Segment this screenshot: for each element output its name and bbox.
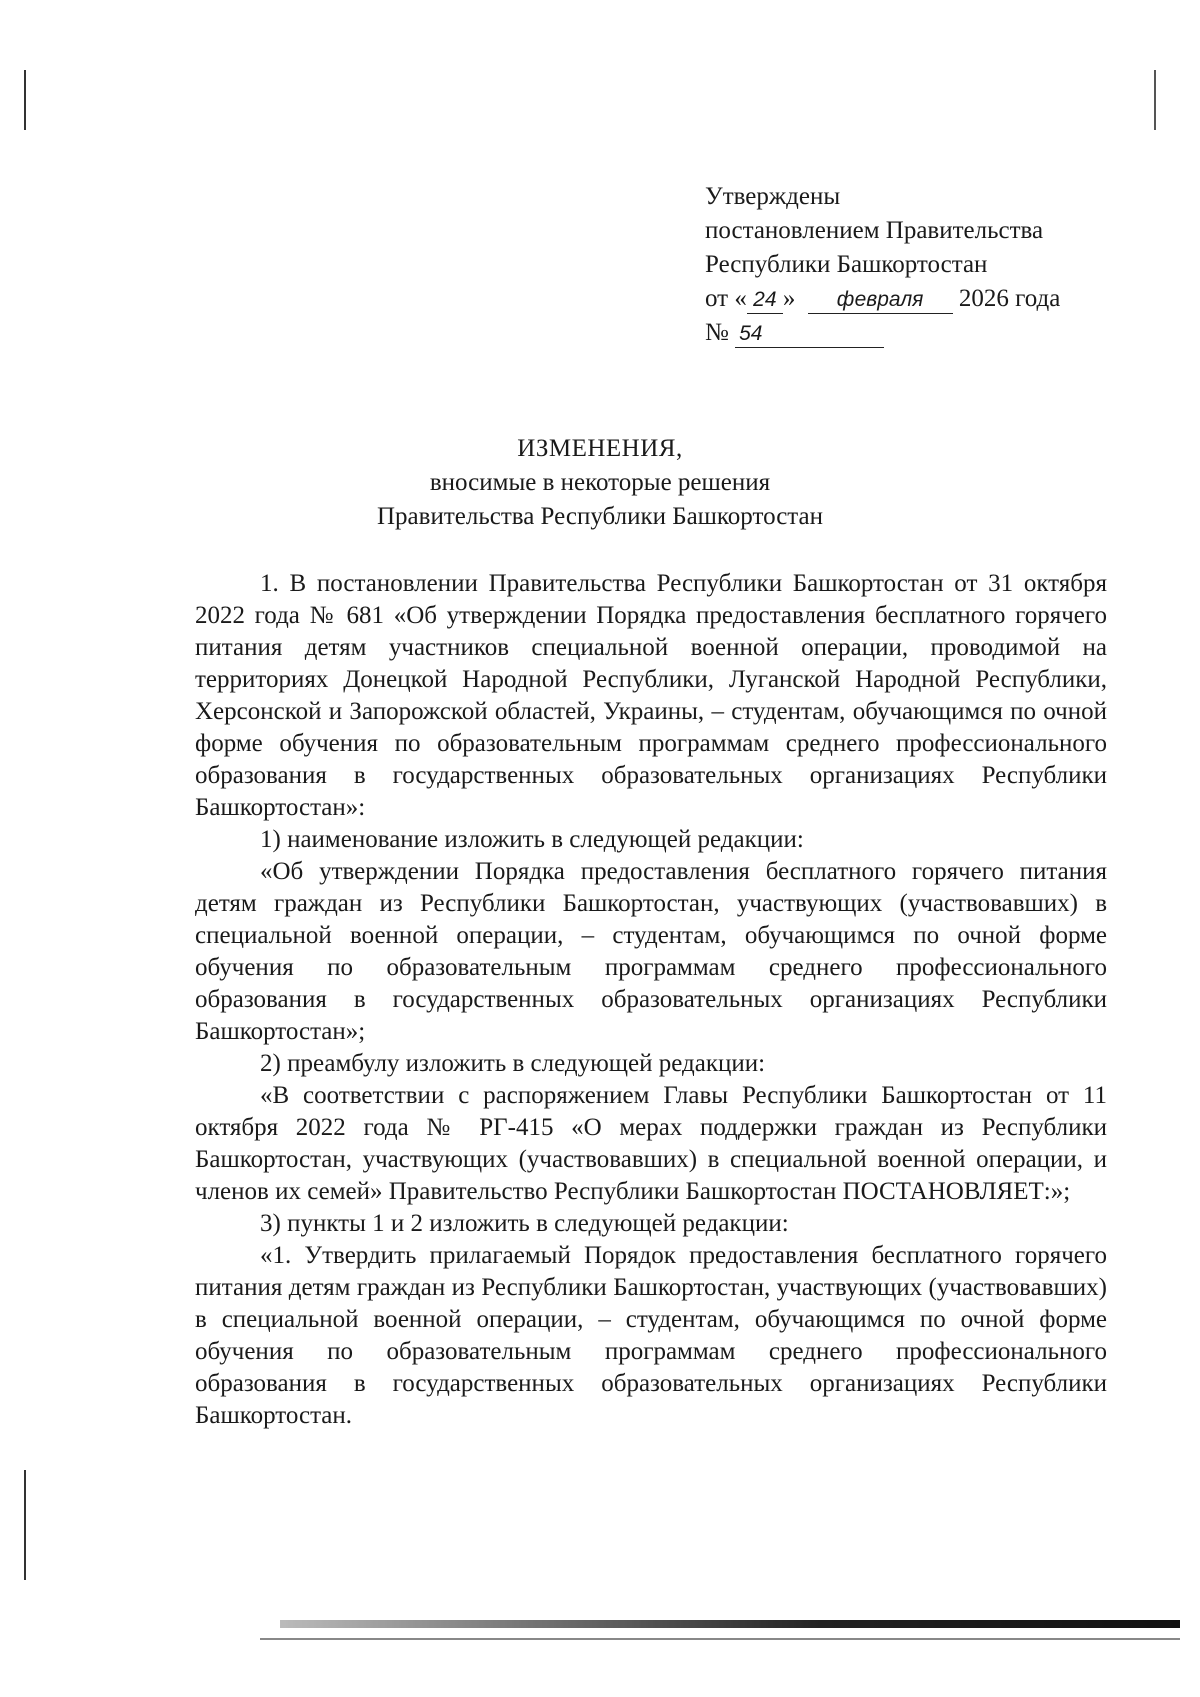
- paragraph: 1) наименование изложить в следующей редакции:: [260, 826, 804, 853]
- title-sub-2: Правительства Республики Башкортостан: [376, 503, 823, 530]
- date-year: 2026 года: [958, 285, 1061, 312]
- paragraph: 1. В постановлении Правительства Республики Башкортостан от 31 октября 2022 года № 681 «Об утверждении Порядка предоставления бесплатного горячего питания детям участников специальной военной операции, проводимой на территориях Донецкой Народной Республики, Луганской Народной Республики, Херсонской и Запорожской областей, Украины, – студентам, обучающимся по очной форме обучения по образовательным программам среднего профессионального образования в государственных образовательных организациях Республики Башкортостан»:: [195, 570, 1107, 821]
- approval-line-1: Утверждены: [705, 183, 841, 210]
- scan-edge-left-top: [24, 70, 26, 130]
- approval-block: [705, 180, 1165, 350]
- paragraph: «Об утверждении Порядка предоставления бесплатного горячего питания детям граждан из Республики Башкортостан, участвующих (участвовавших) в специальной военной операции, – студентам, обучающимся по очной форме обучения по образовательным программам среднего профессионального образования в государственных образовательных организациях Республики Башкортостан»;: [195, 858, 1107, 1045]
- paragraph: «1. Утвердить прилагаемый Порядок предоставления бесплатного горячего питания детям граждан из Республики Башкортостан, участвующих (участвовавших) в специальной военной операции, – студентам, обучающимся по очной форме обучения по образовательным программам среднего профессионального образования в государственных образовательных организациях Республики Башкортостан.: [195, 1242, 1107, 1429]
- approval-line-3: Республики Башкортостан: [705, 251, 988, 278]
- paragraph: «В соответствии с распоряжением Главы Республики Башкортостан от 11 октября 2022 года № РГ-415 «О мерах поддержки граждан из Республики Башкортостан, участвующих (участвовавших) в специальной военной операции, и членов их семей» Правительство Республики Башкортостан ПОСТАНОВЛЯЕТ:»;: [195, 1082, 1107, 1205]
- approval-date: [705, 282, 1165, 316]
- paragraph: 2) преамбулу изложить в следующей редакции:: [260, 1050, 766, 1077]
- date-month: февраля: [808, 287, 953, 314]
- title-main: ИЗМЕНЕНИЯ,: [517, 435, 683, 462]
- date-prefix: от «: [705, 285, 747, 312]
- date-mid: »: [782, 285, 796, 312]
- document-body: [195, 568, 1107, 1432]
- scan-bottom-bar: [280, 1620, 1180, 1628]
- scan-edge-left-bottom: [24, 1470, 26, 1580]
- title-sub-1: вносимые в некоторые решения: [429, 469, 771, 496]
- scan-bottom-line: [260, 1638, 1180, 1640]
- date-day: 24: [747, 287, 783, 314]
- number-prefix: №: [705, 319, 729, 346]
- number-value: 54: [735, 321, 884, 348]
- approval-line-2: постановлением Правительства: [705, 217, 1044, 244]
- scan-edge-right-top: [1154, 70, 1156, 130]
- paragraph: 3) пункты 1 и 2 изложить в следующей редакции:: [260, 1210, 789, 1237]
- approval-number: [705, 316, 1165, 350]
- document-title: [0, 432, 1200, 534]
